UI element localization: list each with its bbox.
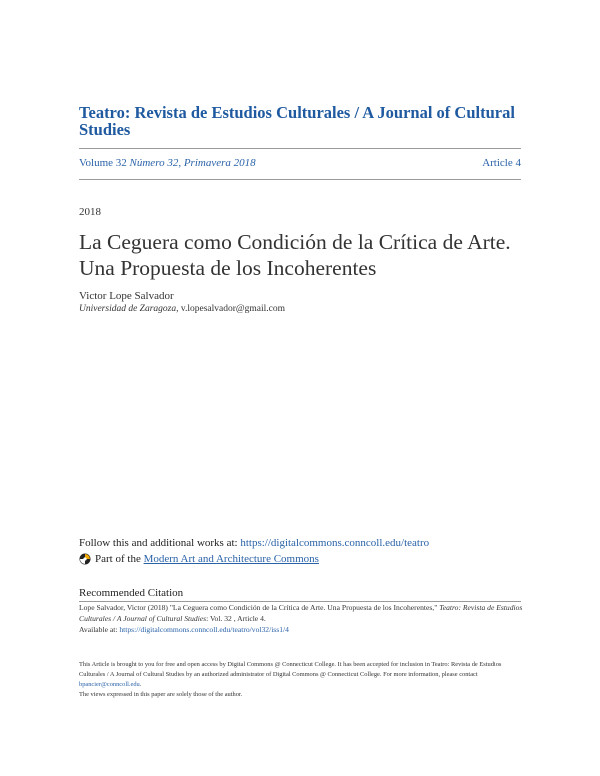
citation-journal: Teatro: Revista de Estudios Culturales / A Journal of Cultural Studies	[79, 603, 523, 623]
part-of-label: Part of the	[95, 553, 144, 565]
article-number[interactable]: Article 4	[482, 157, 521, 169]
top-rule	[79, 148, 521, 149]
issue-number: Número 32, Primavera 2018	[129, 157, 256, 169]
follow-line	[79, 537, 429, 549]
citation-volume: : Vol. 32 , Article 4.	[206, 614, 266, 623]
views-disclaimer: The views expressed in this paper are solely those of the author.	[79, 691, 243, 698]
recommended-citation-heading: Recommended Citation	[79, 587, 184, 599]
citation-block	[79, 602, 529, 635]
available-label: Available at:	[79, 625, 120, 634]
article-title: La Ceguera como Condición de la Crítica de Arte. Una Propuesta de los Incoherentes	[79, 230, 511, 280]
volume-label: Volume 32	[79, 157, 127, 169]
citation-text: Lope Salvador, Victor (2018) "La Ceguera como Condición de la Crítica de Arte. Una Propuesta de los Incoherentes,"	[79, 603, 440, 612]
follow-label: Follow this and additional works at:	[79, 537, 241, 549]
author-affiliation	[79, 304, 285, 314]
issue-info[interactable]	[79, 157, 256, 169]
issue-line	[79, 157, 521, 169]
author-name: Victor Lope Salvador	[79, 290, 174, 302]
follow-link[interactable]: https://digitalcommons.conncoll.edu/teatro	[240, 537, 430, 549]
citation-url[interactable]: https://digitalcommons.conncoll.edu/teatro/vol32/iss1/4	[119, 625, 289, 634]
footer-period: .	[139, 681, 142, 688]
footer-text: This Article is brought to you for free and open access by Digital Commons @ Connecticut College. It has been accepted for inclusion in Teatro: Revista de Estudios Culturales / A Journal of Cultural Studies by an authorized administrator of Digital Commons @ Connecticut College. For more information, please contact	[79, 661, 502, 678]
commons-link[interactable]: Modern Art and Architecture Commons	[143, 553, 319, 565]
institution: Universidad de Zaragoza	[79, 304, 177, 314]
author-email: , v.lopesalvador@gmail.com	[176, 304, 286, 314]
publication-year: 2018	[79, 206, 101, 218]
network-commons-icon	[79, 553, 91, 565]
footer-notice	[79, 660, 529, 700]
issue-rule	[79, 179, 521, 180]
part-of-line	[79, 553, 319, 565]
journal-title[interactable]: Teatro: Revista de Estudios Culturales / A Journal of Cultural Studies	[79, 103, 515, 139]
contact-email-link[interactable]: bpancier@conncoll.edu	[79, 681, 140, 688]
